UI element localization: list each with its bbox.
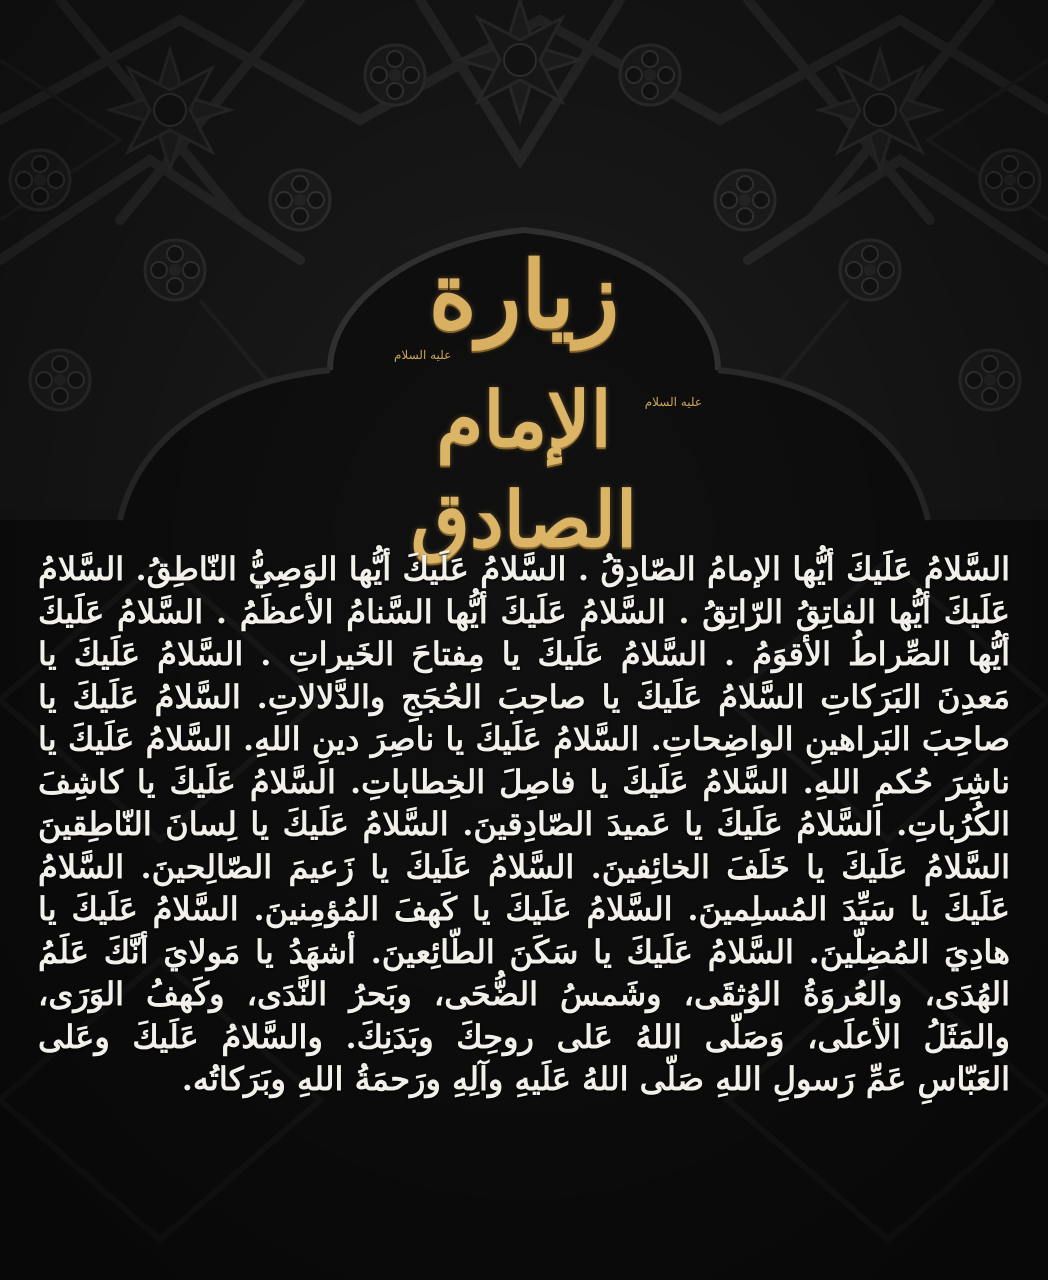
title-ziyarah: زيارة (428, 241, 620, 349)
title-imam-name: الإمام الصادق (410, 375, 638, 564)
ziyarah-text (38, 548, 1010, 1248)
title-honorific: عليه السلام (644, 395, 702, 409)
title-calligraphy (324, 220, 724, 564)
ziyarah-paragraph: السَّلامُ عَلَيكَ أيُّها الإمامُ الصّادِقُ . السَّلامُ عَلَيكَ أيُّها الوَصِيُّ النّاطِقُ. السَّلامُ عَلَيكَ أيُّها الفاتِقُ الرّاتِقُ . السَّلامُ عَلَيكَ أيُّها السَّنامُ الأعظَمُ . السَّلامُ عَلَيكَ أيُّها الصِّراطُ الأقوَمُ . السَّلامُ عَلَيكَ يا مِفتاحَ الخَيراتِ . السَّلامُ عَلَيكَ يا مَعدِنَ البَرَكاتِ السَّلامُ عَلَيكَ يا صاحِبَ الحُجَجِ والدَّلالاتِ. السَّلامُ عَلَيكَ يا صاحِبَ البَراهينِ الواضِحاتِ. السَّلامُ عَلَيكَ يا ناصِرَ دينِ اللهِ. السَّلامُ عَلَيكَ يا ناشِرَ حُكمِ اللهِ. السَّلامُ عَلَيكَ يا فاصِلَ الخِطاباتِ. السَّلامُ عَلَيكَ يا كاشِفَ الكُرُباتِ. السَّلامُ عَلَيكَ يا عَميدَ الصّادِقينَ. السَّلامُ عَلَيكَ يا لِسانَ النّاطِقينَ السَّلامُ عَلَيكَ يا خَلَفَ الخائِفينَ. السَّلامُ عَلَيكَ يا زَعيمَ الصّالِحينَ. السَّلامُ عَلَيكَ يا سَيِّدَ المُسلِمينَ. السَّلامُ عَلَيكَ يا كَهفَ المُؤمِنينَ. السَّلامُ عَلَيكَ يا هادِيَ المُضِلّينَ. السَّلامُ عَلَيكَ يا سَكَنَ الطّائِعينَ. أشهَدُ يا مَولايَ أنَّكَ عَلَمُ الهُدَى، والعُروَةُ الوُثقَى، وشَمسُ الضُّحَى، وبَحرُ النَّدَى، وكَهفُ الوَرَى، والمَثَلُ الأعلَى، وَصَلّى اللهُ عَلى روحِكَ وبَدَنِكَ. والسَّلامُ عَلَيكَ وعَلى العَبّاسِ عَمِّ رَسولِ اللهِ صَلّى اللهُ عَلَيهِ وآلِهِ ورَحمَةُ اللهِ وبَرَكاتُه. (38, 550, 1011, 1098)
title-honorific-small: عليه السلام (394, 348, 452, 362)
